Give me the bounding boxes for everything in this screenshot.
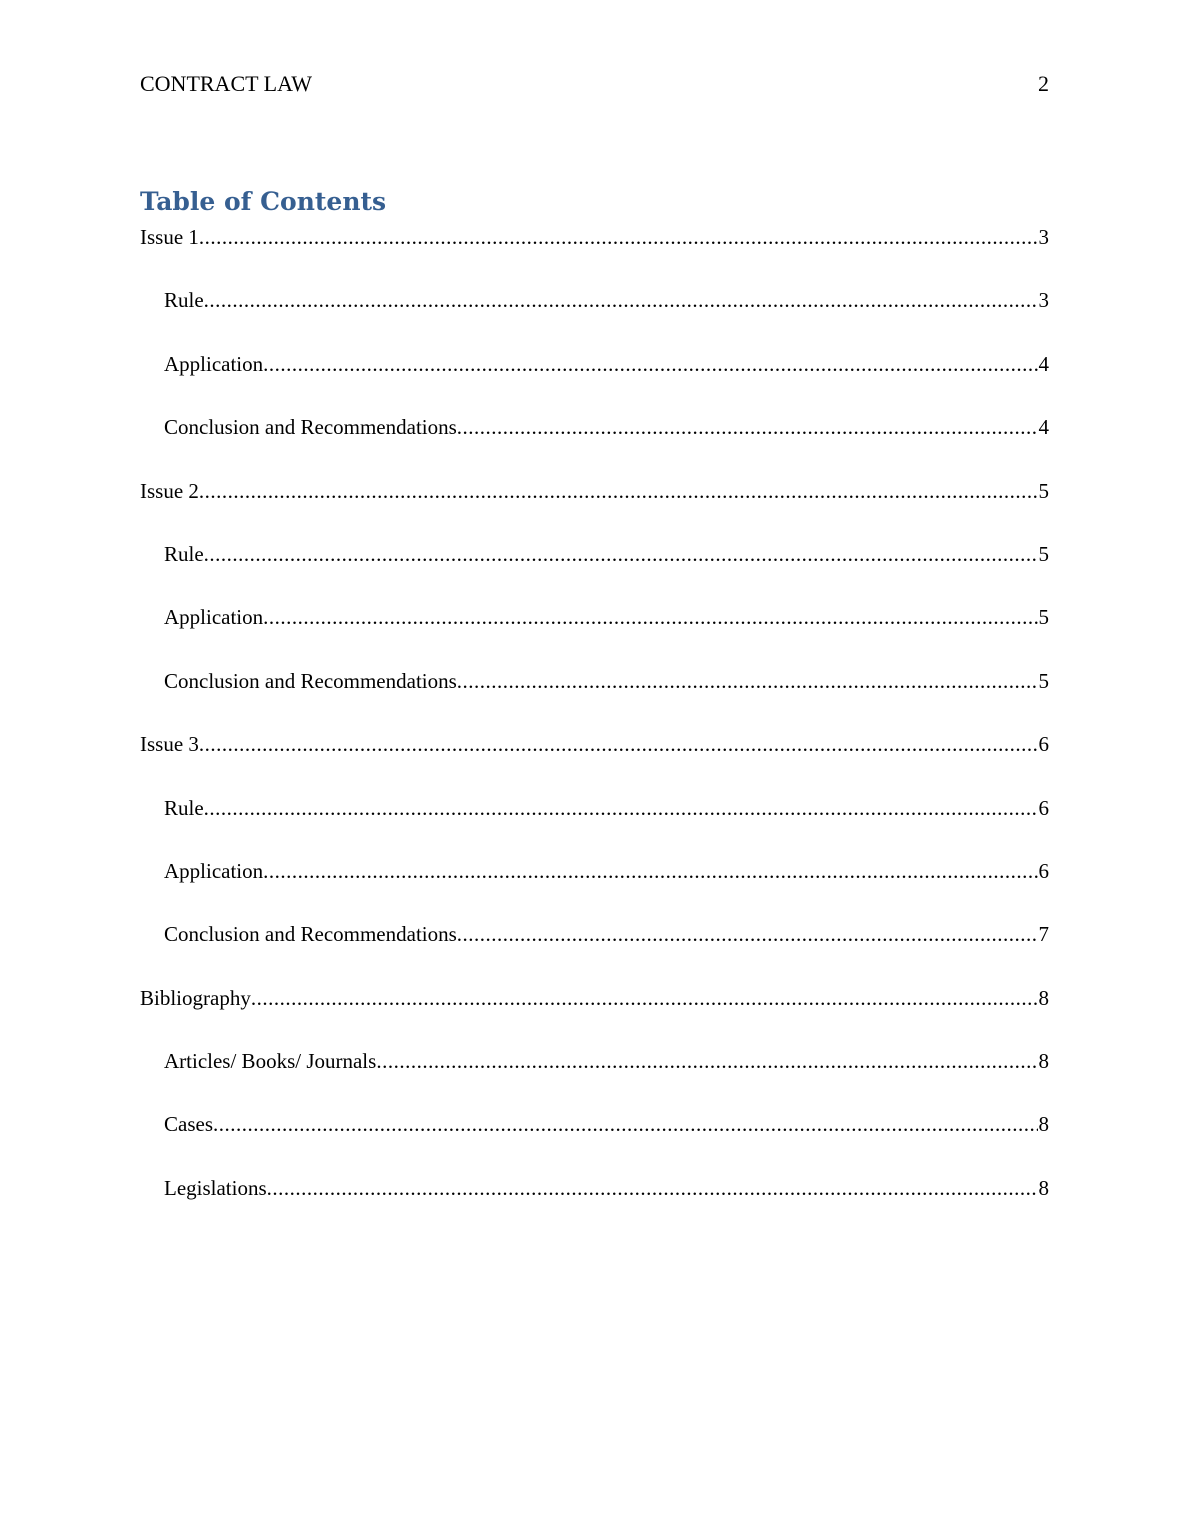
- dot-leader: [251, 983, 1038, 1013]
- toc-entry-page: 5: [1038, 605, 1049, 630]
- toc-entry-issue-2-rule[interactable]: [140, 539, 1049, 602]
- toc-entry-label: Rule: [164, 541, 204, 566]
- toc-entry-page: 5: [1038, 541, 1049, 566]
- dot-leader: [199, 729, 1038, 759]
- toc-entry-issue-3[interactable]: [140, 729, 1049, 792]
- toc-entry-page: 6: [1038, 732, 1049, 757]
- toc-entry-label: Rule: [164, 795, 204, 820]
- toc-entry-label: Legislations: [164, 1175, 267, 1200]
- dot-leader: [213, 1109, 1038, 1139]
- table-of-contents: [140, 222, 1049, 1236]
- dot-leader: [204, 539, 1038, 569]
- toc-entry-issue-1[interactable]: [140, 222, 1049, 285]
- dot-leader: [263, 856, 1037, 886]
- toc-entry-issue-1-rule[interactable]: [140, 285, 1049, 348]
- page-number: 2: [1038, 71, 1049, 96]
- toc-entry-issue-1-application[interactable]: [140, 349, 1049, 412]
- toc-entry-issue-1-conclusion[interactable]: [140, 412, 1049, 475]
- toc-entry-legislations[interactable]: [140, 1173, 1049, 1236]
- dot-leader: [457, 666, 1038, 696]
- toc-entry-page: 8: [1038, 1112, 1049, 1137]
- toc-entry-page: 6: [1038, 795, 1049, 820]
- toc-entry-label: Bibliography: [140, 985, 251, 1010]
- toc-heading: Table of Contents: [140, 187, 387, 216]
- toc-entry-label: Conclusion and Recommendations: [164, 668, 457, 693]
- toc-entry-articles-books-journals[interactable]: [140, 1046, 1049, 1109]
- toc-entry-page: 5: [1038, 478, 1049, 503]
- dot-leader: [263, 349, 1037, 379]
- toc-entry-label: Issue 2: [140, 478, 199, 503]
- toc-entry-page: 6: [1038, 858, 1049, 883]
- toc-entry-issue-3-application[interactable]: [140, 856, 1049, 919]
- toc-entry-page: 8: [1038, 1049, 1049, 1074]
- toc-entry-label: Articles/ Books/ Journals: [164, 1049, 377, 1074]
- dot-leader: [457, 919, 1038, 949]
- toc-entry-cases[interactable]: [140, 1109, 1049, 1172]
- toc-entry-page: 8: [1038, 985, 1049, 1010]
- toc-entry-issue-2-application[interactable]: [140, 602, 1049, 665]
- dot-leader: [376, 1046, 1037, 1076]
- toc-entry-label: Application: [164, 858, 264, 883]
- toc-entry-page: 4: [1038, 351, 1049, 376]
- toc-entry-issue-3-conclusion[interactable]: [140, 919, 1049, 982]
- toc-entry-page: 8: [1038, 1175, 1049, 1200]
- toc-entry-label: Conclusion and Recommendations: [164, 922, 457, 947]
- dot-leader: [199, 476, 1038, 506]
- toc-entry-bibliography[interactable]: [140, 983, 1049, 1046]
- toc-entry-label: Cases: [164, 1112, 213, 1137]
- toc-entry-label: Application: [164, 351, 264, 376]
- toc-entry-label: Issue 3: [140, 732, 199, 757]
- toc-entry-label: Issue 1: [140, 225, 199, 249]
- dot-leader: [267, 1173, 1038, 1203]
- toc-entry-label: Rule: [164, 288, 204, 313]
- running-head-title: CONTRACT LAW: [140, 71, 312, 96]
- toc-entry-issue-3-rule[interactable]: [140, 793, 1049, 856]
- toc-entry-page: 4: [1038, 415, 1049, 440]
- toc-entry-issue-2-conclusion[interactable]: [140, 666, 1049, 729]
- toc-entry-page: 5: [1038, 668, 1049, 693]
- toc-entry-page: 3: [1038, 288, 1049, 313]
- toc-entry-label: Conclusion and Recommendations: [164, 415, 457, 440]
- toc-entry-page: 7: [1038, 922, 1049, 947]
- toc-entry-label: Application: [164, 605, 264, 630]
- toc-entry-page: 3: [1038, 225, 1049, 249]
- dot-leader: [204, 285, 1038, 315]
- dot-leader: [199, 222, 1038, 252]
- dot-leader: [457, 412, 1038, 442]
- toc-entry-issue-2[interactable]: [140, 476, 1049, 539]
- dot-leader: [263, 602, 1037, 632]
- dot-leader: [204, 793, 1038, 823]
- running-header: [140, 70, 1049, 98]
